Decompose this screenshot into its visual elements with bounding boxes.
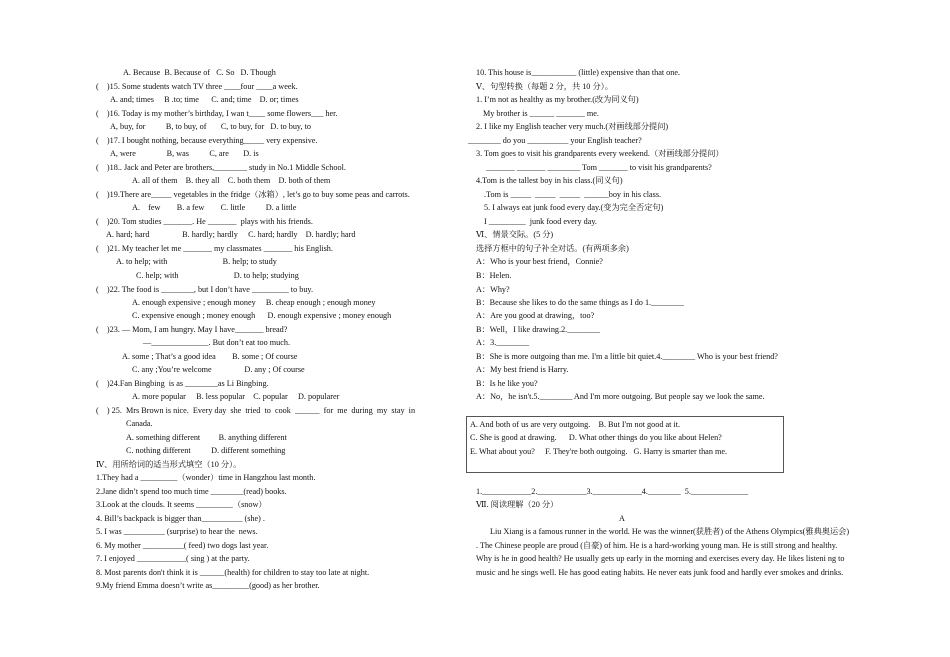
fill-item-4: 4. Bill’s backpack is bigger than__________ (she) . (96, 514, 265, 523)
q16-options: A, buy, for B, to buy, of C, to buy, for D. to buy, to (110, 122, 311, 131)
section-4-heading: Ⅳ、用所给词的适当形式填空（10 分）。 (96, 460, 242, 469)
passage-line-2: . The Chinese people are proud (自豪) of him. He is a hard-working young man. He is still strong and healthy. (476, 541, 838, 550)
fill-item-7: 7. I enjoyed ____________( sing ) at the party. (96, 554, 250, 563)
fill-item-10: 10. This house is___________ (little) expensive than that one. (476, 68, 681, 77)
fill-item-2: 2.Jane didn’t spend too much time ________(read) books. (96, 487, 287, 496)
q23-reply: —______________. But don’t eat too much. (143, 338, 290, 347)
q23-options-ab: A. some ; That’s a good idea B. some ; Of course (122, 352, 298, 361)
passage-label: A (619, 514, 625, 523)
passage-line-4: music and he sings well. He has good eating habits. He never eats junk food and hardly ever smokes and drinks. (476, 568, 844, 577)
q15-options: A. and; times B .to; time C. and; time D. or; times (110, 95, 299, 104)
question-22: ( )22. The food is ________, but I don’t have _________ to buy. (96, 285, 314, 294)
q14-options: A. Because B. Because of C. So D. Though (123, 68, 276, 77)
dialogue-line-7: A：3.________ (476, 338, 529, 347)
options-box-line-2: C. She is good at drawing. D. What other things do you like about Helen? (470, 433, 722, 442)
question-20: ( )20. Tom studies _______. He _______ plays with his friends. (96, 217, 313, 226)
transform-item-4: 4.Tom is the tallest boy in his class.(同义句) (476, 176, 623, 185)
transform-item-4-answer: .Tom is _____ _____ _____ ______boy in his class. (484, 190, 662, 199)
dialogue-line-2: B：Helen. (476, 271, 512, 280)
transform-item-2-answer: ________ do you __________ your English teacher? (468, 136, 642, 145)
question-18: ( )18.. Jack and Peter are brothers,________ study in No.1 Middle School. (96, 163, 346, 172)
transform-item-1-answer: My brother is ______ _______ me. (483, 109, 599, 118)
dialogue-line-4: B：Because she likes to do the same things as I do 1.________ (476, 298, 684, 307)
transform-item-3-answer: _______ _______ ________ Tom _______ to visit his grandparents? (486, 163, 712, 172)
question-17: ( )17. I bought nothing, because everything_____ very expensive. (96, 136, 318, 145)
q22-options-cd: C. expensive enough ; money enough D. enough expensive ; money enough (132, 311, 392, 320)
section-5-heading: Ⅴ、句型转换（每题 2 分，共 10 分）。 (476, 82, 613, 91)
q23-options-cd: C. any ;You’re welcome D. any ; Of course (132, 365, 305, 374)
options-box-line-1: A. And both of us are very outgoing. B. But I'm not good at it. (470, 420, 681, 429)
section-6-heading: Ⅵ、情景交际。(5 分) (476, 230, 554, 239)
transform-item-5-answer: I _________ junk food every day. (484, 217, 597, 226)
q18-options: A. all of them B. they all C. both them D. both of them (132, 176, 331, 185)
dialogue-line-3: A：Why? (476, 285, 510, 294)
question-25: ( ) 25. Mrs Brown is nice. Every day she tried to cook ______ for me during my stay in (96, 406, 416, 415)
dialogue-line-9: A：My best friend is Harry. (476, 365, 569, 374)
section-6-instruction: 选择方框中的句子补全对话。(有两项多余) (476, 244, 629, 253)
dialogue-line-11: A：No，he isn't.5.________ And I'm more outgoing. But people say we look the same. (476, 392, 765, 401)
dialogue-line-1: A：Who is your best friend，Connie? (476, 257, 603, 266)
answer-blanks: 1.____________2.____________3.____________4.________ 5.______________ (476, 487, 749, 496)
fill-item-6: 6. My mother __________( feed) two dogs last year. (96, 541, 269, 550)
section-7-heading: Ⅶ. 阅读理解（20 分） (476, 500, 559, 509)
question-24: ( )24.Fan Bingbing is as ________as Li Bingbing. (96, 379, 269, 388)
question-23: ( )23. — Mom, I am hungry. May I have_______ bread? (96, 325, 288, 334)
question-16: ( )16. Today is my mother’s birthday, I wan t____ some flowers___ her. (96, 109, 338, 118)
q22-options-ab: A. enough expensive ; enough money B. cheap enough ; enough money (132, 298, 376, 307)
transform-item-2: 2. I like my English teacher very much.(对画线部分提问) (476, 122, 669, 131)
fill-item-3: 3.Look at the clouds. It seems _________（snow） (96, 500, 267, 509)
question-25-cont: Canada. (126, 419, 153, 428)
fill-item-1: 1.They had a _________（wonder）time in Hangzhou last month. (96, 473, 316, 482)
q17-options: A, were B, was C, are D. is (110, 149, 259, 158)
dialogue-line-6: B：Well，I like drawing.2.________ (476, 325, 600, 334)
q20-options: A. hard; hard B. hardly; hardly C. hard; hardly D. hardly; hard (106, 230, 356, 239)
passage-line-1: Liu Xiang is a famous runner in the world. He was the winner(获胜者) of the Athens Olympics(雅典奥运会) (490, 527, 850, 536)
options-box-line-3: E. What about you? F. They're both outgoing. G. Harry is smarter than me. (470, 447, 728, 456)
q25-options-cd: C. nothing different D. different something (126, 446, 286, 455)
question-21: ( )21. My teacher let me _______ my classmates _______ his English. (96, 244, 333, 253)
q19-options: A. few B. a few C. little D. a little (132, 203, 297, 212)
dialogue-line-5: A：Are you good at drawing，too? (476, 311, 595, 320)
fill-item-8: 8. Most parents don't think it is ______(health) for children to stay too late at night. (96, 568, 370, 577)
question-15: ( )15. Some students watch TV three ____four ____a week. (96, 82, 298, 91)
transform-item-3: 3. Tom goes to visit his grandparents every weekend.（对画线部分提问） (476, 149, 724, 158)
dialogue-line-10: B：Is he like you? (476, 379, 538, 388)
q24-options: A. more popular B. less popular C. popular D. popularer (132, 392, 340, 401)
transform-item-5: 5. I always eat junk food every day.(变为完全否定句) (484, 203, 664, 212)
q25-options-ab: A. something different B. anything different (126, 433, 287, 442)
transform-item-1: 1. I’m not as healthy as my brother.(改为同义句) (476, 95, 639, 104)
q21-options-ab: A. to help; with B. help; to study (116, 257, 277, 266)
fill-item-9: 9.My friend Emma doesn’t write as_________(good) as her brother. (96, 581, 320, 590)
fill-item-5: 5. I was __________ (surprise) to hear the news. (96, 527, 258, 536)
question-19: ( )19.There are_____ vegetables in the fridge（冰箱）, let’s go to buy some peas and carrots. (96, 190, 410, 199)
passage-line-3: Why is he in good health? He usually gets up early in the morning and exercises every day. He likes listeni ng to (476, 554, 845, 563)
dialogue-line-8: B：She is more outgoing than me. I'm a little bit quiet.4.________ Who is your best friend? (476, 352, 778, 361)
q21-options-cd: C. help; with D. to help; studying (136, 271, 299, 280)
